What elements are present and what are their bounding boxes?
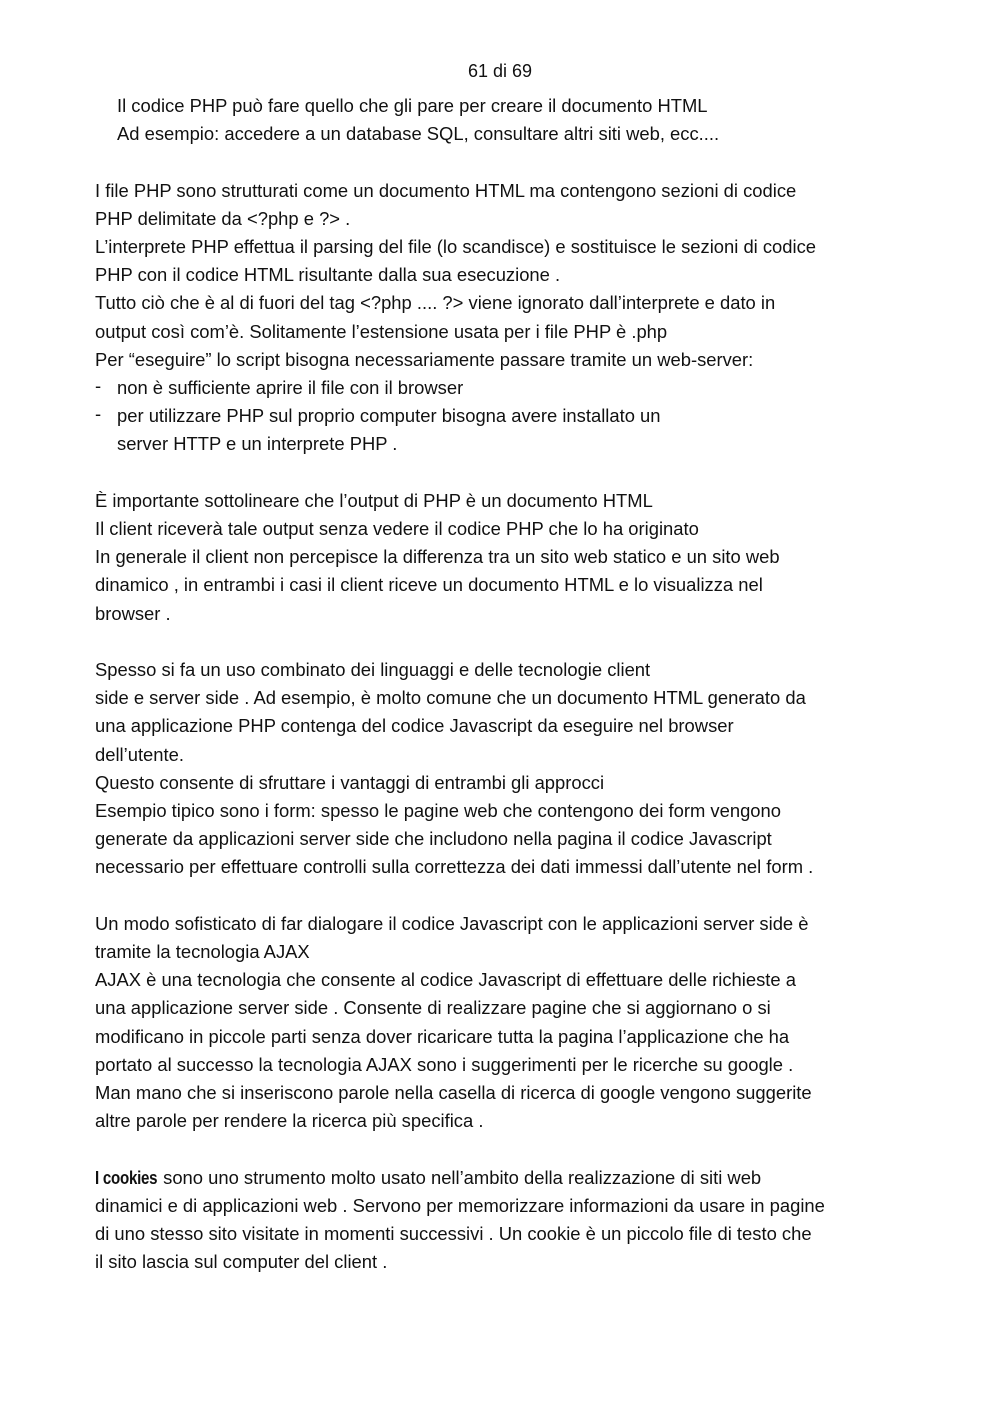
paragraph-line: modificano in piccole parti senza dover ricaricare tutta la pagina l’applicazione che ha <box>95 1025 790 1047</box>
bullet-dash: - <box>95 375 102 397</box>
paragraph-line: dell’utente. <box>95 743 184 765</box>
bullet-text: non è sufficiente aprire il file con il browser <box>117 377 464 399</box>
paragraph-line: AJAX è una tecnologia che consente al codice Javascript di effettuare delle richieste a <box>95 969 796 991</box>
paragraph-spacer <box>95 628 915 656</box>
paragraph-line: Questo consente di sfruttare i vantaggi di entrambi gli approcci <box>95 771 605 793</box>
paragraph-line: altre parole per rendere la ricerca più specifica . <box>95 1110 484 1132</box>
paragraph-line: PHP con il codice HTML risultante dalla sua esecuzione . <box>95 264 561 286</box>
paragraph-line: Spesso si fa un uso combinato dei linguaggi e delle tecnologie client <box>95 659 651 681</box>
paragraph-line: È importante sottolineare che l’output di PHP è un documento HTML <box>95 489 653 511</box>
page-body <box>95 92 915 1276</box>
paragraph-spacer <box>95 459 915 487</box>
paragraph-line: il sito lascia sul computer del client . <box>95 1251 388 1273</box>
paragraph-line: I file PHP sono strutturati come un documento HTML ma contengono sezioni di codice <box>95 179 797 201</box>
paragraph-line: tramite la tecnologia AJAX <box>95 941 310 963</box>
paragraph-line: Un modo sofisticato di far dialogare il codice Javascript con le applicazioni server side è <box>95 912 809 934</box>
bullet-text: per utilizzare PHP sul proprio computer bisogna avere installato un <box>117 405 661 427</box>
paragraph-line: side e server side . Ad esempio, è molto comune che un documento HTML generato da <box>95 687 806 709</box>
paragraph-spacer <box>95 882 915 910</box>
cookies-first-line-text: sono uno strumento molto usato nell’ambito della realizzazione di siti web <box>158 1166 762 1188</box>
paragraph-line: In generale il client non percepisce la differenza tra un sito web statico e un sito web <box>95 546 780 568</box>
paragraph-line: L’interprete PHP effettua il parsing del file (lo scandisce) e sostituisce le sezioni di codice <box>95 236 817 257</box>
page-number: 61 di 69 <box>467 61 533 81</box>
cookies-term: I cookies <box>95 1166 158 1188</box>
bullet-item <box>95 402 915 430</box>
paragraph-line: output così com’è. Solitamente l’estensione usata per i file PHP è .php <box>95 320 668 342</box>
paragraph-line: di uno stesso sito visitate in momenti successivi . Un cookie è un piccolo file di testo che <box>95 1223 812 1245</box>
paragraph-line: Per “eseguire” lo script bisogna necessariamente passare tramite un web-server: <box>95 348 754 370</box>
paragraph-line: portato al successo la tecnologia AJAX sono i suggerimenti per le ricerche su google . <box>95 1053 794 1075</box>
paragraph-line: una applicazione PHP contenga del codice Javascript da eseguire nel browser <box>95 715 734 737</box>
bullet-item <box>95 374 915 402</box>
bullet-continuation: server HTTP e un interprete PHP . <box>117 433 398 455</box>
paragraph-line: necessario per effettuare controlli sulla correttezza dei dati immessi dall’utente nel form . <box>95 856 814 878</box>
paragraph-line: Tutto ciò che è al di fuori del tag <?php .... ?> viene ignorato dall’interprete e dato in <box>95 292 776 314</box>
paragraph-line: generate da applicazioni server side che includono nella pagina il codice Javascript <box>95 828 772 850</box>
cookies-first-line <box>95 1164 915 1192</box>
paragraph-line: Man mano che si inseriscono parole nella casella di ricerca di google vengono suggerite <box>95 1082 812 1104</box>
intro-line: Ad esempio: accedere a un database SQL, consultare altri siti web, ecc.... <box>117 123 720 145</box>
paragraph-line: una applicazione server side . Consente di realizzare pagine che si aggiornano o si <box>95 997 771 1019</box>
paragraph-spacer <box>95 148 915 176</box>
paragraph-line: Il client riceverà tale output senza vedere il codice PHP che lo ha originato <box>95 518 699 540</box>
paragraph-line: dinamici e di applicazioni web . Servono per memorizzare informazioni da usare in pagine <box>95 1194 825 1216</box>
paragraph-line: PHP delimitate da <?php e ?> . <box>95 207 351 229</box>
intro-line: Il codice PHP può fare quello che gli pare per creare il documento HTML <box>117 95 708 116</box>
paragraph-spacer <box>95 1135 915 1163</box>
paragraph-line: Esempio tipico sono i form: spesso le pagine web che contengono dei form vengono <box>95 800 781 822</box>
paragraph-line: dinamico , in entrambi i casi il client riceve un documento HTML e lo visualizza nel <box>95 574 763 596</box>
bullet-dash: - <box>95 403 102 425</box>
paragraph-line: browser . <box>95 602 171 624</box>
